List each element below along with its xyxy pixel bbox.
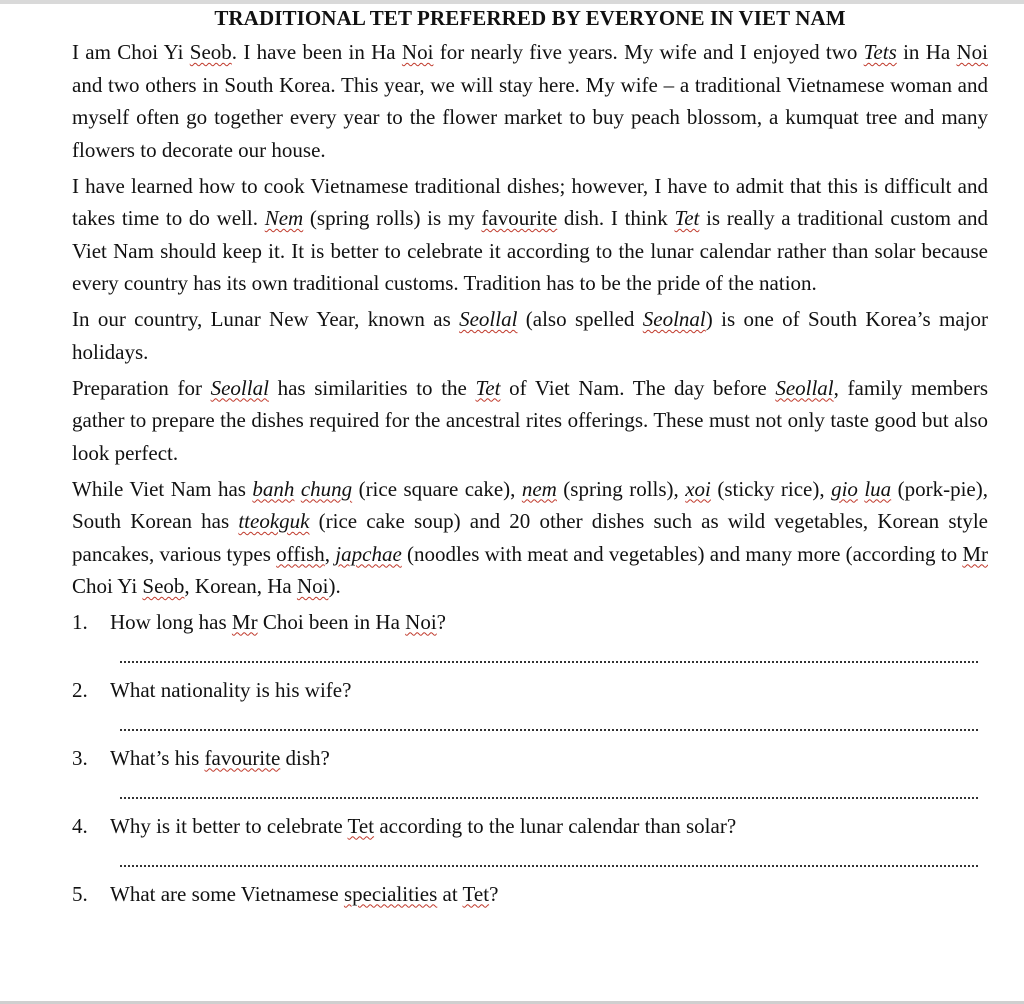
- text-run: , Korean, Ha: [184, 574, 297, 598]
- spellcheck-flagged-word: Seollal: [775, 375, 834, 400]
- text-run: How long has: [110, 609, 232, 634]
- text-run: ).: [328, 574, 341, 598]
- spellcheck-flagged-word: Noi: [401, 40, 434, 64]
- spellcheck-flagged-word: Nem: [264, 206, 304, 230]
- spellcheck-flagged-word: chung: [300, 476, 353, 501]
- spellcheck-flagged-word: Noi: [956, 40, 988, 64]
- text-run: Choi been in Ha: [257, 609, 406, 634]
- spellcheck-flagged-word: Noi: [296, 574, 329, 598]
- answer-line[interactable]: [120, 647, 978, 663]
- paragraph: [72, 473, 988, 603]
- spellcheck-flagged-word: nem: [521, 476, 557, 501]
- spellcheck-flagged-word: japchae: [335, 541, 402, 566]
- text-run: (spring rolls),: [556, 476, 686, 501]
- text-run: , family members gather to prepare the dishes required for the ancestral rites offerings. These must not only taste good but also look perfect.: [72, 375, 988, 465]
- text-run: What are some Vietnamese: [110, 881, 344, 906]
- text-run: at: [437, 881, 463, 906]
- text-run: for nearly five years. My wife and I enjoyed two: [433, 40, 864, 64]
- text-run: has similarities to the: [268, 375, 476, 400]
- text-run: is really a traditional custom and Viet Nam should keep it. It is better to celebrate it according to the lunar calendar rather than solar because every country has its own traditional customs. Tradition has to be the pride of the nation.: [72, 206, 989, 295]
- spellcheck-flagged-word: Mr: [231, 609, 258, 634]
- text-run: In our country, Lunar New Year, known as: [72, 307, 460, 331]
- text-run: (noodles with meat and vegetables) and many more (according to: [401, 541, 963, 566]
- spellcheck-flagged-word: Tet: [347, 813, 375, 838]
- question-item: [72, 879, 988, 909]
- text-run: ?: [489, 881, 499, 906]
- text-run: . I have been in Ha: [231, 40, 402, 64]
- question-number: 5.: [72, 881, 88, 906]
- question-item: [72, 607, 988, 663]
- question-text: [110, 811, 988, 841]
- spellcheck-flagged-word: Tet: [462, 881, 490, 906]
- text-run: in Ha: [896, 40, 957, 64]
- question-number: 3.: [72, 745, 88, 770]
- paragraph: [72, 372, 988, 470]
- text-run: of Viet Nam. The day before: [500, 375, 776, 400]
- answer-line[interactable]: [120, 851, 978, 867]
- text-run: (spring rolls) is my: [303, 206, 482, 230]
- answer-line[interactable]: [120, 783, 978, 799]
- text-run: dish?: [280, 745, 330, 770]
- text-run: Choi Yi: [72, 574, 143, 598]
- spellcheck-flagged-word: tteokguk: [238, 509, 310, 533]
- spellcheck-flagged-word: Tets: [863, 40, 897, 64]
- spellcheck-flagged-word: specialities: [343, 881, 438, 906]
- text-run: Why is it better to celebrate: [110, 813, 348, 838]
- spellcheck-flagged-word: lua: [864, 476, 892, 501]
- text-run: ?: [436, 609, 446, 634]
- question-number: 1.: [72, 609, 88, 634]
- spellcheck-flagged-word: offish: [276, 541, 325, 566]
- spellcheck-flagged-word: Noi: [405, 609, 437, 634]
- question-number: 2.: [72, 677, 88, 702]
- answer-line[interactable]: [120, 715, 978, 731]
- text-run: What’s his: [110, 745, 205, 770]
- document-page: [72, 4, 988, 909]
- question-item: [72, 675, 988, 731]
- paragraph: [72, 303, 988, 368]
- paragraph: [72, 36, 988, 166]
- text-run: (rice cake soup) and 20 other dishes such as wild vegetables, Korean style pancakes, various types: [72, 509, 988, 566]
- question-number: 4.: [72, 813, 88, 838]
- text-run: I am Choi Yi: [72, 40, 190, 64]
- spellcheck-flagged-word: banh: [252, 476, 295, 501]
- spellcheck-flagged-word: Seolnal: [642, 307, 706, 331]
- spellcheck-flagged-word: Mr: [962, 541, 988, 566]
- question-list: [72, 607, 988, 909]
- question-text: [110, 743, 988, 773]
- paragraph: [72, 170, 988, 300]
- spellcheck-flagged-word: Seollal: [210, 375, 269, 400]
- question-text: [110, 675, 988, 705]
- spellcheck-flagged-word: Seob: [142, 574, 185, 598]
- spellcheck-flagged-word: Seollal: [459, 307, 518, 331]
- spellcheck-flagged-word: favourite: [204, 745, 281, 770]
- spellcheck-flagged-word: Tet: [475, 375, 501, 400]
- reading-passage: [72, 36, 988, 603]
- text-run: I have learned how to cook Vietnamese traditional dishes; however, I have to admit that this is difficult and takes time to do well.: [72, 173, 988, 230]
- text-run: Preparation for: [72, 375, 211, 400]
- text-run: (rice square cake),: [352, 476, 522, 501]
- text-run: What nationality is his wife?: [110, 677, 352, 702]
- spellcheck-flagged-word: Seob: [189, 40, 232, 64]
- text-run: (sticky rice),: [710, 476, 832, 501]
- text-run: While Viet Nam has: [72, 476, 253, 501]
- document-title: TRADITIONAL TET PREFERRED BY EVERYONE IN VIET NAM: [214, 6, 846, 30]
- spellcheck-flagged-word: xoi: [685, 476, 711, 501]
- text-run: ) is one of South Korea’s major holidays.: [72, 307, 988, 364]
- spellcheck-flagged-word: gio: [831, 476, 858, 501]
- text-run: (pork-pie), South Korean has: [72, 476, 988, 533]
- text-run: ,: [324, 541, 336, 566]
- text-run: and two others in South Korea. This year, we will stay here. My wife – a traditional Vietnamese woman and myself often go together every year to the flower market to buy peach blossom, a kumquat tree and many flowers to decorate our house.: [72, 72, 988, 162]
- spellcheck-flagged-word: favourite: [481, 206, 558, 230]
- question-item: [72, 811, 988, 867]
- text-run: according to the lunar calendar than solar?: [374, 813, 737, 838]
- text-run: (also spelled: [517, 307, 643, 331]
- spellcheck-flagged-word: Tet: [674, 206, 700, 230]
- question-item: [72, 743, 988, 799]
- question-text: [110, 879, 988, 909]
- text-run: dish. I think: [557, 206, 675, 230]
- question-text: [110, 607, 988, 637]
